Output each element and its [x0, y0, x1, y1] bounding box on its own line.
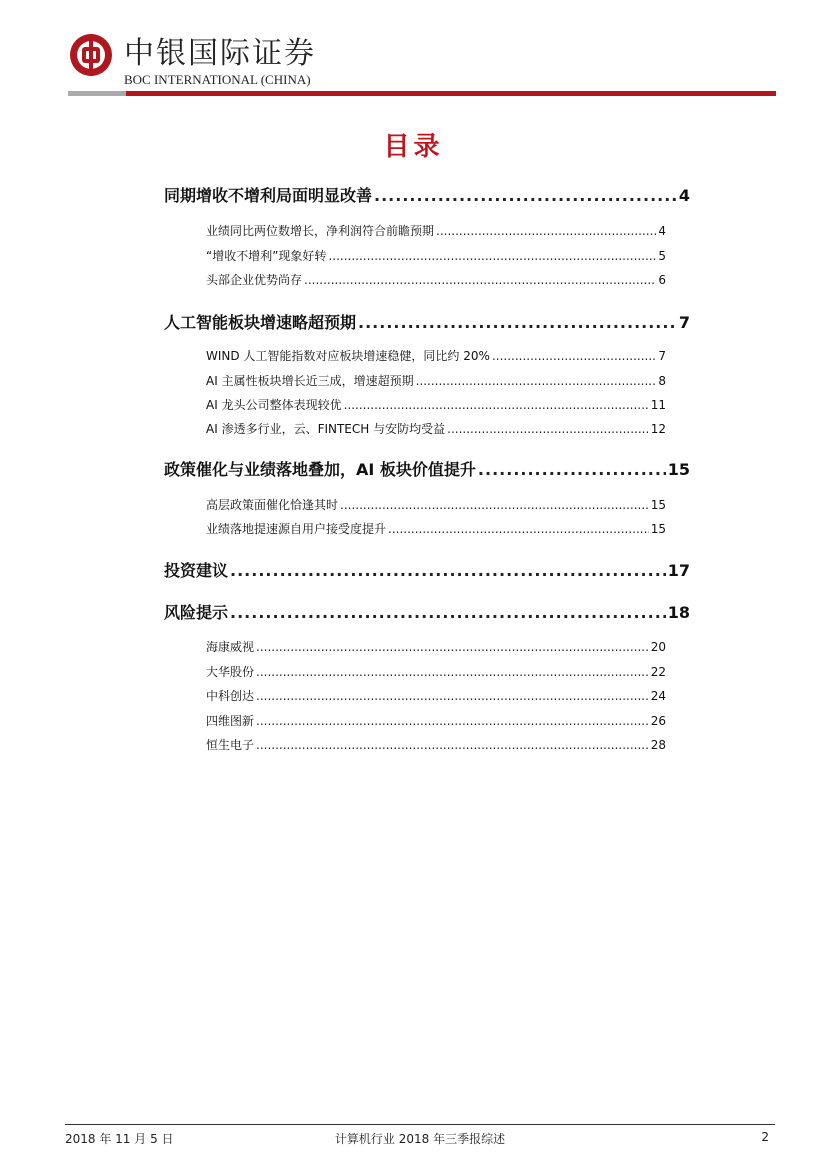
toc-entry-text: AI 龙头公司整体表现较优 — [206, 398, 342, 412]
toc-page-number: 15 — [667, 460, 690, 479]
footer-rule — [65, 1124, 775, 1125]
toc-section-link[interactable] — [164, 600, 690, 624]
toc-subsection-link[interactable] — [206, 736, 666, 754]
toc-leader-dots — [388, 522, 649, 536]
toc-page-number: 4 — [658, 224, 666, 238]
toc-entry-text: 高层政策面催化恰逢其时 — [206, 498, 339, 512]
toc-entry-text: 恒生电子 — [206, 738, 255, 752]
toc-page-number: 15 — [650, 498, 666, 512]
toc-section-link[interactable] — [164, 558, 690, 582]
toc-page-number: 17 — [667, 561, 690, 580]
toc-entry-text: 投资建议 — [164, 561, 229, 580]
toc-leader-dots — [304, 273, 656, 287]
toc-entry-text: 中科创达 — [206, 689, 255, 703]
toc-leader-dots — [436, 224, 656, 238]
toc-subsection-link[interactable] — [206, 271, 666, 289]
toc-subsection-link[interactable] — [206, 420, 666, 438]
toc-subsection-link[interactable] — [206, 222, 666, 240]
toc-leader-dots — [344, 398, 649, 412]
toc-page-number: 8 — [658, 374, 666, 388]
toc-entry-text: 四维图新 — [206, 714, 255, 728]
toc-entry-text: 同期增收不增利局面明显改善 — [164, 186, 373, 205]
toc-subsection-link[interactable] — [206, 663, 666, 681]
toc-entry-text: WIND 人工智能指数对应板块增速稳健，同比约 20% — [206, 349, 490, 363]
footer-report-title: 计算机行业 2018 年三季报综述 — [334, 1132, 506, 1146]
toc-entry-text: 海康威视 — [206, 640, 255, 654]
toc-entry-text: 政策催化与业绩落地叠加，AI 板块价值提升 — [164, 460, 476, 479]
toc-page-number: 18 — [667, 603, 690, 622]
toc-subsection-link[interactable] — [206, 520, 666, 538]
toc-entry-text: “增收不增利”现象好转 — [206, 249, 327, 263]
toc-leader-dots — [340, 498, 649, 512]
toc-section-link[interactable] — [164, 457, 690, 481]
toc-leader-dots — [447, 422, 649, 436]
company-name-en: BOC INTERNATIONAL (CHINA) — [124, 72, 311, 87]
toc-subsection-link[interactable] — [206, 372, 666, 390]
toc-page-number: 7 — [678, 313, 690, 332]
toc-leader-dots — [416, 374, 657, 388]
toc-leader-dots — [256, 689, 649, 703]
toc-subsection-link[interactable] — [206, 347, 666, 365]
toc-leader-dots — [230, 561, 666, 580]
toc-leader-dots — [256, 640, 649, 654]
toc-entry-text: 风险提示 — [164, 603, 229, 622]
toc-subsection-link[interactable] — [206, 396, 666, 414]
toc-page-number: 7 — [658, 349, 666, 363]
toc-title: 目录 — [383, 132, 444, 162]
toc-leader-dots — [492, 349, 656, 363]
toc-leader-dots — [478, 460, 666, 479]
header-rule-red — [126, 91, 776, 96]
toc-leader-dots — [256, 665, 649, 679]
toc-leader-dots — [230, 603, 666, 622]
toc-entry-text: 头部企业优势尚存 — [206, 273, 303, 287]
toc-page-number: 28 — [650, 738, 666, 752]
toc-subsection-link[interactable] — [206, 247, 666, 265]
toc-page-number: 11 — [650, 398, 666, 412]
toc-page-number: 26 — [650, 714, 666, 728]
footer-page-number: 2 — [761, 1130, 769, 1144]
header-rule-grey — [68, 91, 126, 96]
toc-entry-text: 大华股份 — [206, 665, 255, 679]
toc-entry-text: 人工智能板块增速略超预期 — [164, 313, 357, 332]
toc-leader-dots — [374, 186, 677, 205]
toc-entry-text: AI 主属性板块增长近三成，增速超预期 — [206, 374, 414, 388]
toc-entry-text: AI 渗透多行业，云、FINTECH 与安防均受益 — [206, 422, 446, 436]
toc-page-number: 4 — [678, 186, 690, 205]
toc-page-number: 24 — [650, 689, 666, 703]
toc-page-number: 20 — [650, 640, 666, 654]
toc-leader-dots — [256, 738, 649, 752]
toc-leader-dots — [256, 714, 649, 728]
boc-logo-icon — [68, 32, 114, 78]
toc-subsection-link[interactable] — [206, 638, 666, 656]
toc-subsection-link[interactable] — [206, 496, 666, 514]
footer-date: 2018 年 11 月 5 日 — [65, 1132, 174, 1146]
toc-leader-dots — [358, 313, 677, 332]
toc-subsection-link[interactable] — [206, 687, 666, 705]
toc-page-number: 15 — [650, 522, 666, 536]
toc-subsection-link[interactable] — [206, 712, 666, 730]
toc-page-number: 6 — [658, 273, 666, 287]
page-header — [68, 28, 776, 98]
toc-page-number: 5 — [658, 249, 666, 263]
toc-entry-text: 业绩落地提速源自用户接受度提升 — [206, 522, 387, 536]
toc-entry-text: 业绩同比两位数增长，净利润符合前瞻预期 — [206, 224, 435, 238]
page-footer — [65, 1124, 775, 1148]
toc-section-link[interactable] — [164, 183, 690, 207]
company-name-cn: 中银国际证券 — [124, 36, 316, 71]
toc-leader-dots — [328, 249, 656, 263]
toc-section-link[interactable] — [164, 310, 690, 334]
toc-page-number: 22 — [650, 665, 666, 679]
toc-page-number: 12 — [650, 422, 666, 436]
